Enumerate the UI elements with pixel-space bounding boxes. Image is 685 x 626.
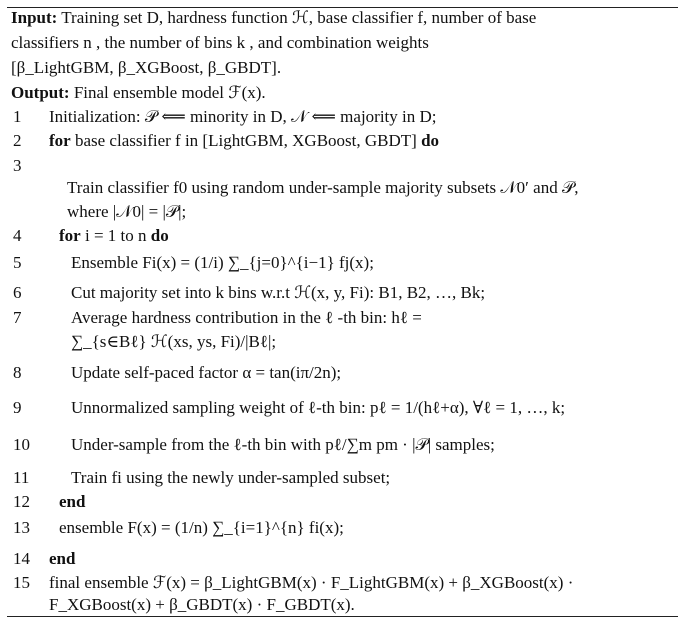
line-number: 14 [13, 549, 30, 568]
input-text-1: Training set D, hardness function ℋ, base classifier f, number of base [61, 8, 537, 27]
line-text: Unnormalized sampling weight of ℓ-th bin: pℓ = 1/(hℓ+α), ∀ℓ = 1, …, k; [71, 398, 566, 417]
line-number: 11 [13, 468, 30, 487]
line-number: 8 [13, 363, 22, 382]
line-number: 15 [13, 573, 30, 592]
output-text: Final ensemble model ℱ(x). [73, 83, 266, 102]
keyword-do: do [150, 226, 169, 245]
line-text: Cut majority set into k bins w.r.t ℋ(x, y, Fi): B1, B2, …, Bk; [71, 283, 486, 302]
line-text: Update self-paced factor α = tan(iπ/2n); [71, 363, 342, 382]
line-text: Ensemble Fi(x) = (1/i) ∑_{j=0}^{i−1} fj(x); [71, 253, 374, 272]
input-text-3: [β_LightGBM, β_XGBoost, β_GBDT]. [11, 58, 282, 77]
keyword-for: for [59, 226, 81, 245]
line-text: Average hardness contribution in the ℓ -th bin: hℓ = [71, 308, 422, 327]
keyword-end: end [49, 549, 76, 568]
line-text: Train classifier f0 using random under-sample majority subsets 𝒩0′ and 𝒫, [67, 178, 579, 197]
line-text-cont: where |𝒩0| = |𝒫|; [67, 202, 187, 221]
line-text: base classifier f in [LightGBM, XGBoost, GBDT] [74, 131, 417, 150]
line-text: ensemble F(x) = (1/n) ∑_{i=1}^{n} fi(x); [59, 518, 344, 537]
keyword-for: for [49, 131, 71, 150]
line-text: Train fi using the newly under-sampled subset; [71, 468, 391, 487]
output-label: Output: [11, 83, 70, 102]
keyword-end: end [59, 492, 86, 511]
line-number: 3 [13, 156, 22, 175]
line-number: 13 [13, 518, 30, 537]
line-number: 2 [13, 131, 22, 150]
keyword-do: do [421, 131, 440, 150]
line-number: 4 [13, 226, 22, 245]
line-number: 10 [13, 435, 30, 454]
line-number: 5 [13, 253, 22, 272]
algorithm-box [7, 7, 678, 617]
line-text: Initialization: 𝒫 ⟸ minority in D, 𝒩 ⟸ majority in D; [49, 107, 437, 126]
line-number: 12 [13, 492, 30, 511]
line-text-cont: ∑_{s∈Bℓ} ℋ(xs, ys, Fi)/|Bℓ|; [71, 332, 277, 351]
line-number: 7 [13, 308, 22, 327]
line-number: 1 [13, 107, 22, 126]
line-text: i = 1 to n [84, 226, 147, 245]
input-label: Input: [11, 8, 58, 27]
line-text: final ensemble ℱ(x) = β_LightGBM(x) · F_LightGBM(x) + β_XGBoost(x) · [49, 573, 574, 592]
line-number: 9 [13, 398, 22, 417]
bottom-rule [7, 616, 678, 617]
line-number: 6 [13, 283, 22, 302]
line-text: Under-sample from the ℓ-th bin with pℓ/∑m pm · |𝒫| samples; [71, 435, 495, 454]
input-text-2: classifiers n , the number of bins k , and combination weights [11, 33, 429, 52]
line-text-cont: F_XGBoost(x) + β_GBDT(x) · F_GBDT(x). [49, 595, 355, 614]
